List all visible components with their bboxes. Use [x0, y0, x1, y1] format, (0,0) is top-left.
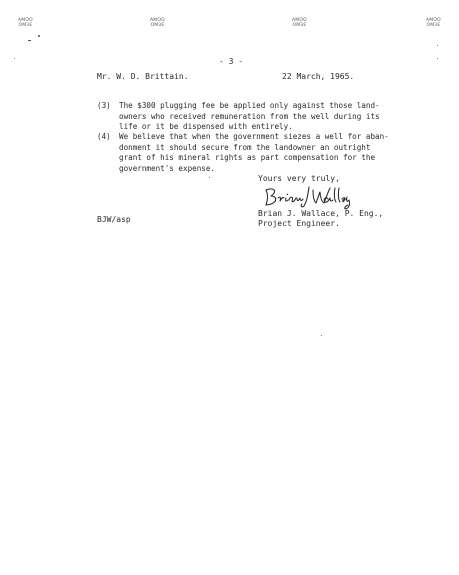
stamp-line: OM3E [150, 23, 165, 28]
paragraph-line: The $300 plugging fee be applied only against those land- [119, 101, 380, 110]
paragraph-body [119, 132, 389, 174]
header-stamp [150, 18, 165, 28]
stamp-line: AMOO [150, 18, 165, 23]
ink-speck [437, 58, 438, 59]
corner-stamp [18, 18, 33, 28]
paragraph-body [119, 101, 380, 133]
handwritten-signature [262, 184, 352, 210]
complimentary-close: Yours very truly, [258, 174, 340, 183]
ink-speck [209, 177, 210, 178]
paragraph-number: (4) [97, 132, 111, 141]
stamp-line: AMOO [18, 18, 33, 23]
corner-stamp [426, 18, 441, 28]
stamp-line: OM3E [292, 23, 307, 28]
stamp-line: OM3E [18, 23, 33, 28]
ink-speck [14, 58, 15, 59]
reference-initials: BJW/asp [97, 215, 131, 224]
ink-speck [38, 35, 40, 37]
paragraph-line: government's expense. [119, 163, 216, 173]
recipient-line: Mr. W. D. Brittain. [97, 72, 189, 81]
stamp-line: OM3E [426, 23, 441, 28]
paragraph-line: grant of his mineral rights as part compensation for the [119, 153, 376, 162]
paragraph-line: owners who received remuneration from the well during its [119, 111, 380, 121]
ink-speck [28, 40, 31, 41]
ink-speck [321, 335, 322, 336]
stamp-line: AMOO [292, 18, 307, 23]
stamp-line: AMOO [426, 18, 441, 23]
paragraph-number: (3) [97, 101, 111, 110]
signatory-name: Brian J. Wallace, P. Eng., [258, 209, 384, 218]
letter-date: 22 March, 1965. [282, 72, 355, 81]
page-number: - 3 - [219, 57, 244, 66]
header-stamp [292, 18, 307, 28]
ink-speck [437, 45, 438, 46]
paragraph-line: donment it should secure from the landowner an outright [119, 142, 371, 152]
signatory-title: Project Engineer. [258, 219, 340, 228]
paragraph-line: We believe that when the government siezes a well for aban- [119, 132, 389, 141]
paragraph-line: life or it be dispensed with entirely. [119, 122, 293, 131]
